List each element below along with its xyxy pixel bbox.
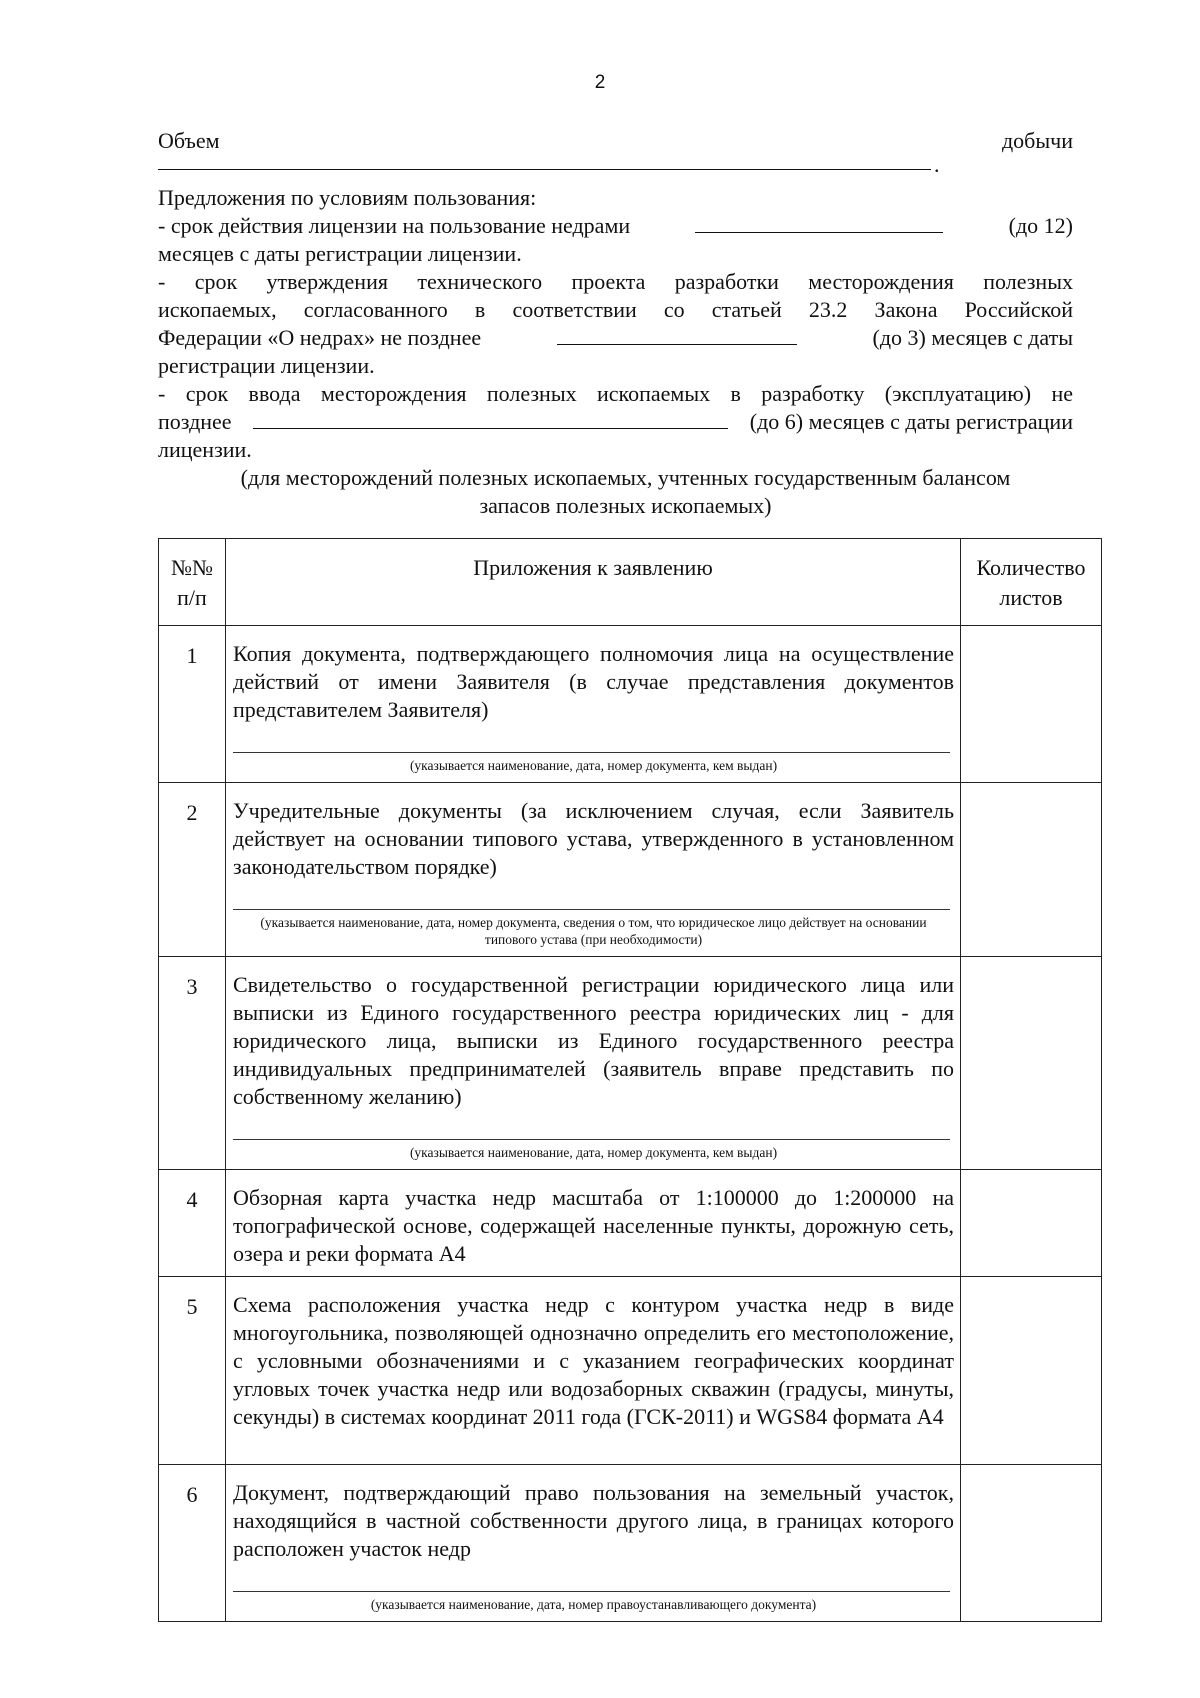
- term-project-line4: регистрации лицензии.: [158, 353, 375, 378]
- row-description: Копия документа, подтверждающего полномочия лица на осуществление действий от имени Заявителя (в случае представления документов представителем Заявителя) (указывается наименование, дата, номер документа, кем выдан): [226, 626, 961, 783]
- table-row: [159, 783, 1102, 957]
- row-description: Документ, подтверждающий право пользования на земельный участок, находящийся в частной собственности другого лица, в границах которого расположен участок недр (указывается наименование, дата, номер правоустанавливающего документа): [226, 1465, 961, 1622]
- table-row: [159, 1170, 1102, 1277]
- production-end-mark: .: [934, 152, 940, 177]
- row-qty-cell[interactable]: [961, 626, 1102, 783]
- row-description: Свидетельство о государственной регистрации юридического лица или выписки из Единого государственного реестра юридических лиц - для юридического лица, выписки из Единого государственного реестра индивидуальных предпринимателей (заявитель вправе представить по собственному желанию) (указывается наименование, дата, номер документа, кем выдан): [226, 957, 961, 1170]
- row-qty-cell[interactable]: [961, 1465, 1102, 1622]
- table-row: [159, 957, 1102, 1170]
- row-fill-line[interactable]: [233, 893, 950, 910]
- header-qty: Количество листов: [961, 539, 1102, 626]
- note-line1: (для месторождений полезных ископаемых, учтенных государственным балансом: [240, 465, 1011, 490]
- table-row: [159, 1277, 1102, 1465]
- term-project-fill-line[interactable]: [557, 324, 797, 345]
- table-header-row: [159, 539, 1102, 626]
- term-project-line2: ископаемых, согласованного в соответствии со статьей 23.2 Закона Российской: [158, 297, 1073, 322]
- row-description: Схема расположения участка недр с контуром участка недр в виде многоугольника, позволяющей однозначно определить его местоположение, с условными обозначениями и с указанием географических координат угловых точек участка недр или водозаборных скважин (градусы, минуты, секунды) в системах координат 2011 года (ГСК-2011) и WGS84 формата А4: [226, 1277, 961, 1465]
- row-number: 4: [159, 1170, 226, 1277]
- term-project-line1: - срок утверждения технического проекта разработки месторождения полезных: [158, 269, 1073, 294]
- row-qty-cell[interactable]: [961, 783, 1102, 957]
- row-fill-line[interactable]: [233, 736, 950, 753]
- row-qty-cell[interactable]: [961, 1170, 1102, 1277]
- production-label: Объем: [158, 128, 220, 153]
- term-development-fill-line[interactable]: [253, 408, 728, 429]
- attachments-table: [158, 538, 1102, 1622]
- production-block: [158, 127, 1073, 181]
- row-caption: (указывается наименование, дата, номер документа, сведения о том, что юридическое лицо действует на основании типового устава (при необходимости): [260, 915, 927, 947]
- row-description: Учредительные документы (за исключением случая, если Заявитель действует на основании типового устава, утвержденного в установленном законодательством порядке) (указывается наименование, дата, номер документа, сведения о том, что юридическое лицо действует на основании типового устава (при необходимости): [226, 783, 961, 957]
- production-fill-line[interactable]: [158, 152, 1073, 181]
- term-license-line2: месяцев с даты регистрации лицензии.: [158, 241, 522, 266]
- row-caption: (указывается наименование, дата, номер документа, кем выдан): [409, 1145, 778, 1160]
- row-number: 1: [159, 626, 226, 783]
- table-row: [159, 1465, 1102, 1622]
- row-qty-cell[interactable]: [961, 957, 1102, 1170]
- row-caption: (указывается наименование, дата, номер документа, кем выдан): [409, 758, 778, 773]
- term-development-line2: позднее (до 6) месяцев с даты регистрации: [158, 409, 1073, 434]
- production-label-right: добычи: [1001, 128, 1073, 153]
- term-license-fill-line[interactable]: [695, 212, 943, 233]
- term-development-line1: - срок ввода месторождения полезных ископаемых в разработку (эксплуатацию) не: [158, 381, 1073, 406]
- header-attachments: Приложения к заявлению: [226, 539, 961, 626]
- page-number: 2: [594, 72, 606, 93]
- row-qty-cell[interactable]: [961, 1277, 1102, 1465]
- row-number: 6: [159, 1465, 226, 1622]
- proposals-title: Предложения по условиям пользования:: [158, 185, 537, 210]
- proposals-block: [158, 184, 1073, 520]
- row-caption: (указывается наименование, дата, номер правоустанавливающего документа): [370, 1597, 817, 1612]
- header-num: №№ п/п: [159, 539, 226, 626]
- row-fill-line[interactable]: [233, 1575, 950, 1592]
- note-line2: запасов полезных ископаемых): [479, 493, 772, 518]
- table-row: [159, 626, 1102, 783]
- row-number: 3: [159, 957, 226, 1170]
- row-fill-line[interactable]: [233, 1123, 950, 1140]
- row-number: 5: [159, 1277, 226, 1465]
- term-development-line3: лицензии.: [158, 437, 252, 462]
- term-license-line: - срок действия лицензии на пользование недрами (до 12): [158, 213, 1073, 238]
- term-project-line3: Федерации «О недрах» не позднее (до 3) месяцев с даты: [158, 325, 1073, 350]
- row-description: Обзорная карта участка недр масштаба от 1:100000 до 1:200000 на топографической основе, содержащей населенные пункты, дорожную сеть, озера и реки формата А4: [226, 1170, 961, 1277]
- row-number: 2: [159, 783, 226, 957]
